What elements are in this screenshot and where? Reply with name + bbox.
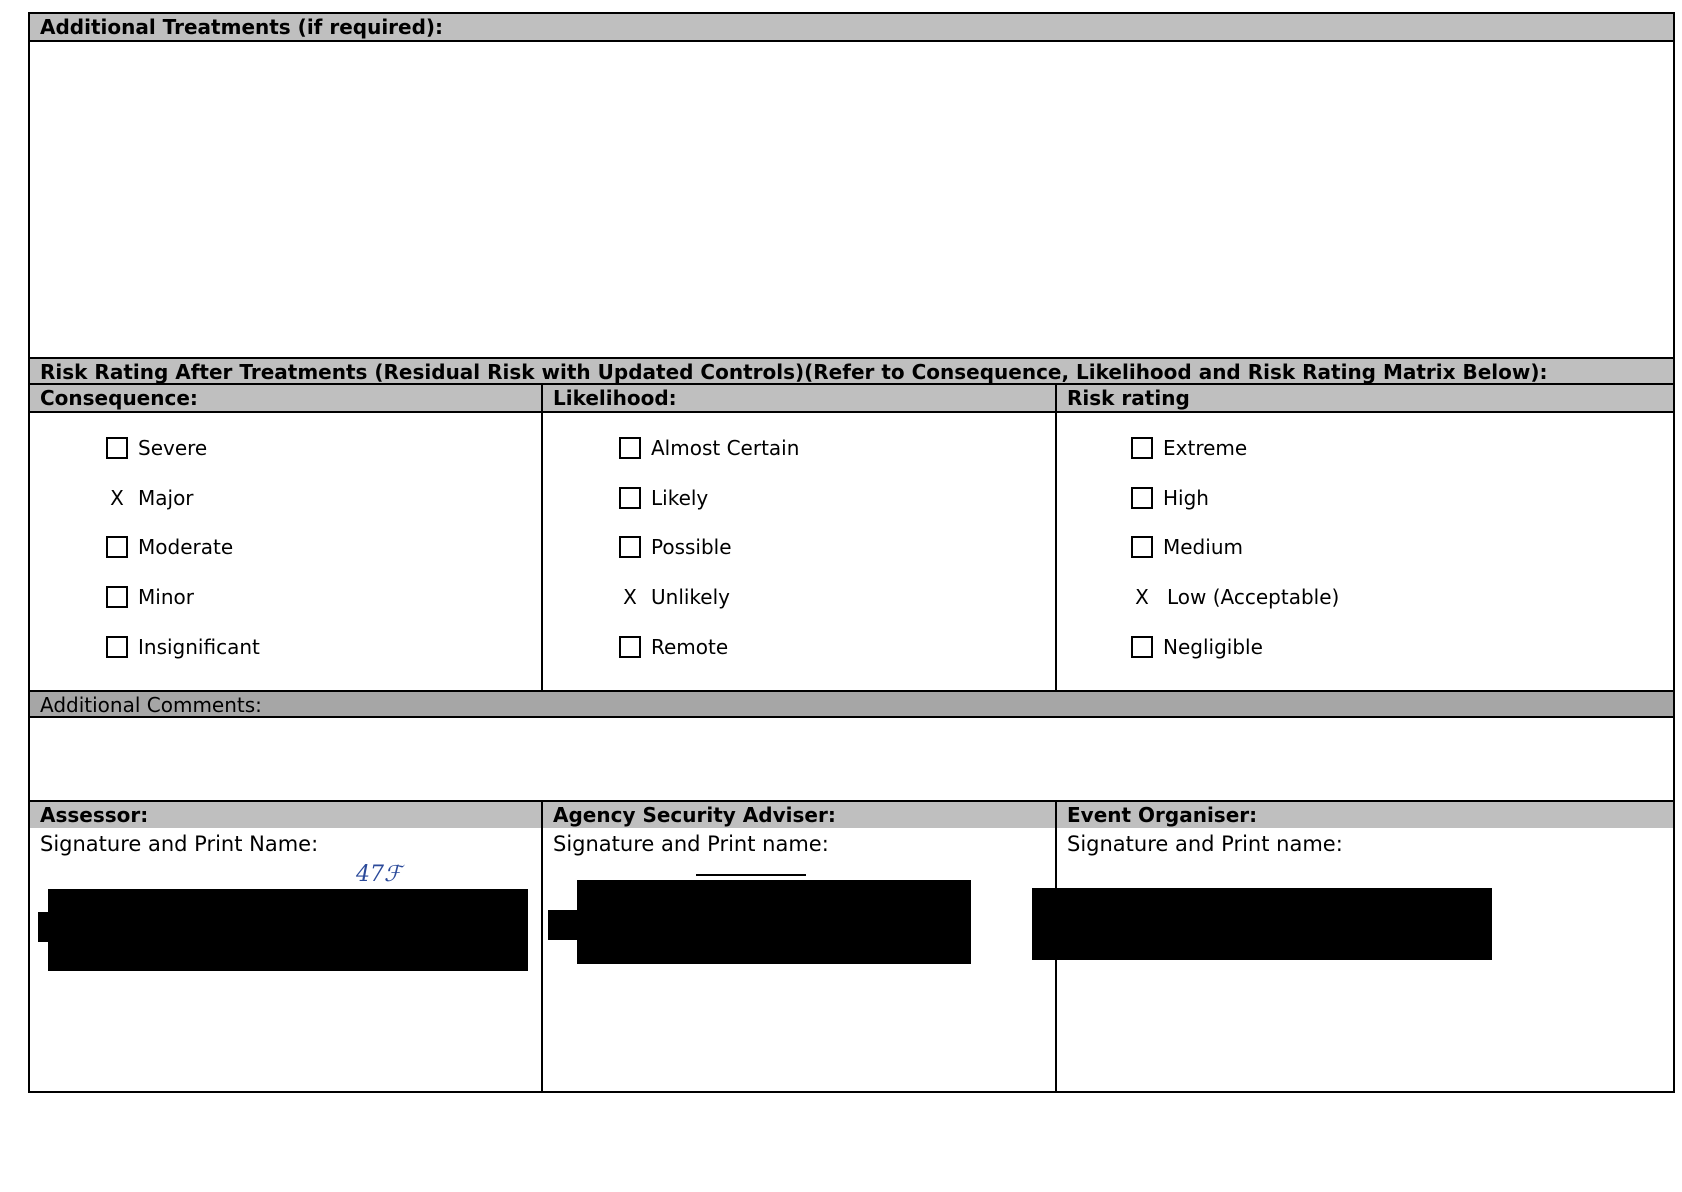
- option-label: Extreme: [1163, 436, 1248, 460]
- checkbox[interactable]: [619, 437, 641, 459]
- option-row: [619, 634, 728, 660]
- option-label: Remote: [651, 635, 729, 659]
- column-divider: [541, 800, 543, 1093]
- option-label: Negligible: [1163, 635, 1263, 659]
- option-label: Low (Acceptable): [1167, 585, 1340, 609]
- option-label: Unlikely: [651, 585, 730, 609]
- likelihood-header: [543, 385, 1055, 413]
- checkbox[interactable]: [106, 536, 128, 558]
- option-row: [106, 435, 207, 461]
- option-row: [1131, 584, 1339, 610]
- additional-treatments-field[interactable]: [30, 40, 1673, 357]
- risk-rating-col-label: Risk rating: [1067, 386, 1190, 410]
- risk-rating-label: Risk Rating After Treatments (Residual Risk with Updated Controls)(Refer to Consequence, Likelihood and Risk Rating Matrix Below):: [40, 360, 1548, 384]
- checkbox[interactable]: [1131, 487, 1153, 509]
- option-label: High: [1163, 486, 1209, 510]
- consequence-label: Consequence:: [40, 386, 198, 410]
- option-label: Severe: [138, 436, 208, 460]
- organiser-header: [1057, 802, 1673, 828]
- option-row: [106, 584, 194, 610]
- option-row: [619, 534, 732, 560]
- option-row: [619, 435, 799, 461]
- option-label: Moderate: [138, 535, 234, 559]
- option-row: [1131, 634, 1263, 660]
- option-label: Major: [138, 486, 194, 510]
- likelihood-label: Likelihood:: [553, 386, 677, 410]
- column-divider: [541, 385, 543, 692]
- checkbox[interactable]: [1131, 536, 1153, 558]
- organiser-role: Event Organiser:: [1067, 803, 1258, 827]
- redaction-block: [548, 910, 578, 940]
- risk-rating-header: [30, 357, 1673, 385]
- checked-mark[interactable]: X: [110, 486, 124, 510]
- option-row: [106, 485, 194, 511]
- checkbox[interactable]: [106, 437, 128, 459]
- additional-treatments-header: [30, 14, 1673, 42]
- option-row: [1131, 485, 1209, 511]
- redaction-block: [1032, 888, 1492, 960]
- additional-comments-field[interactable]: [30, 718, 1673, 802]
- risk-rating-col-header: [1057, 385, 1673, 413]
- checkbox[interactable]: [619, 636, 641, 658]
- option-label: Insignificant: [138, 635, 260, 659]
- option-row: [1131, 534, 1243, 560]
- checked-mark[interactable]: X: [1135, 585, 1149, 609]
- redaction-block: [38, 912, 50, 942]
- checkbox[interactable]: [619, 487, 641, 509]
- checkbox[interactable]: [106, 636, 128, 658]
- checked-mark[interactable]: X: [623, 585, 637, 609]
- signature-stroke: [696, 874, 806, 876]
- assessor-header: [30, 802, 541, 828]
- option-row: [106, 634, 260, 660]
- checkbox[interactable]: [1131, 636, 1153, 658]
- assessor-role: Assessor:: [40, 803, 149, 827]
- adviser-signature-label: Signature and Print name:: [553, 832, 829, 856]
- additional-treatments-label: Additional Treatments (if required):: [40, 15, 444, 39]
- checkbox[interactable]: [106, 586, 128, 608]
- checkbox[interactable]: [619, 536, 641, 558]
- option-label: Likely: [651, 486, 709, 510]
- option-row: [106, 534, 233, 560]
- assessor-signature-label: Signature and Print Name:: [40, 832, 319, 856]
- checkbox[interactable]: [1131, 437, 1153, 459]
- consequence-header: [30, 385, 541, 413]
- redaction-block: [577, 880, 971, 964]
- option-row: [619, 584, 730, 610]
- option-label: Minor: [138, 585, 194, 609]
- option-label: Almost Certain: [651, 436, 800, 460]
- option-label: Possible: [651, 535, 732, 559]
- risk-form: [28, 12, 1675, 1093]
- column-divider: [1055, 385, 1057, 692]
- redaction-block: [48, 889, 528, 971]
- organiser-signature-label: Signature and Print name:: [1067, 832, 1343, 856]
- assessor-handwriting: 47ℱ: [356, 862, 402, 887]
- option-label: Medium: [1163, 535, 1243, 559]
- additional-comments-header: [30, 690, 1673, 718]
- adviser-role: Agency Security Adviser:: [553, 803, 836, 827]
- additional-comments-label: Additional Comments:: [40, 693, 262, 717]
- option-row: [1131, 435, 1247, 461]
- adviser-header: [543, 802, 1055, 828]
- option-row: [619, 485, 708, 511]
